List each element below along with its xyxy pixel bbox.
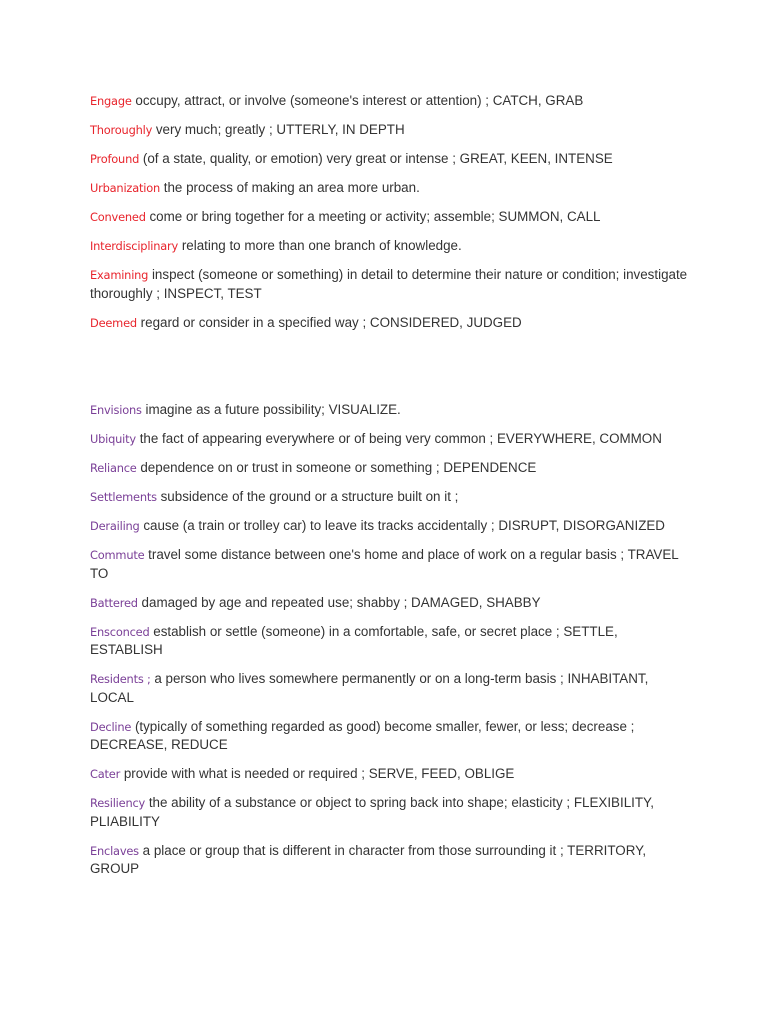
vocab-entry: [90, 517, 690, 536]
vocab-entry: [90, 401, 690, 420]
vocab-entry: [90, 546, 690, 583]
vocab-definition: occupy, attract, or involve (someone's interest or attention) ; CATCH, GRAB: [135, 93, 584, 108]
vocab-entry: [90, 765, 690, 784]
vocab-entry: [90, 842, 690, 879]
vocab-term: Battered: [90, 595, 138, 610]
vocab-definition: (typically of something regarded as good) become smaller, fewer, or less; decrease ; DECREASE, REDUCE: [90, 718, 635, 752]
vocab-term: Interdisciplinary: [90, 239, 179, 253]
vocab-entry: [90, 208, 690, 227]
vocab-definition: subsidence of the ground or a structure built on it ;: [160, 489, 459, 504]
vocab-definition: a person who lives somewhere permanently or on a long-term basis ; INHABITANT, LOCAL: [90, 671, 649, 705]
vocab-term: Settlements: [90, 490, 157, 504]
vocab-term: Enclaves: [90, 843, 139, 858]
vocab-term: Thoroughly: [90, 123, 153, 137]
vocab-term: Cater: [90, 767, 121, 781]
vocab-entry: [90, 430, 690, 449]
vocab-entry: [90, 237, 690, 256]
vocab-term: Engage: [90, 94, 132, 108]
vocab-definition: come or bring together for a meeting or activity; assemble; SUMMON, CALL: [149, 209, 601, 224]
vocab-term: Ensconced: [90, 624, 150, 639]
vocab-definition: cause (a train or trolley car) to leave its tracks accidentally ; DISRUPT, DISORGANIZED: [143, 518, 665, 533]
vocabulary-section-2: [90, 401, 690, 889]
vocab-definition: travel some distance between one's home and place of work on a regular basis ; TRAVEL TO: [90, 547, 679, 581]
vocab-definition: a place or group that is different in character from those surrounding it ; TERRITORY, GROUP: [90, 842, 647, 876]
vocab-term: Derailing: [90, 519, 140, 533]
vocab-entry: [90, 623, 690, 660]
vocab-definition: provide with what is needed or required ; SERVE, FEED, OBLIGE: [123, 766, 515, 781]
vocab-definition: establish or settle (someone) in a comfortable, safe, or secret place ; SETTLE, ESTABLISH: [90, 623, 618, 657]
vocab-definition: inspect (someone or something) in detail to determine their nature or condition; investigate thoroughly ; INSPECT, TEST: [90, 267, 688, 301]
vocab-term: Profound: [90, 152, 140, 166]
vocab-term: Deemed: [90, 315, 137, 330]
vocab-entry: [90, 670, 690, 707]
vocab-term: Decline: [90, 719, 132, 734]
vocab-definition: the ability of a substance or object to spring back into shape; elasticity ; FLEXIBILITY, PLIABILITY: [90, 795, 654, 829]
vocab-entry: [90, 718, 690, 755]
vocab-term: Ubiquity: [90, 432, 136, 446]
vocabulary-section-1: [90, 92, 690, 343]
vocab-definition: dependence on or trust in someone or something ; DEPENDENCE: [140, 460, 537, 475]
vocab-definition: relating to more than one branch of knowledge.: [181, 238, 462, 253]
vocab-entry: [90, 594, 690, 613]
vocab-entry: [90, 179, 690, 198]
vocab-definition: the fact of appearing everywhere or of being very common ; EVERYWHERE, COMMON: [139, 431, 662, 446]
vocab-definition: regard or consider in a specified way ; CONSIDERED, JUDGED: [140, 314, 522, 330]
vocab-entry: [90, 121, 690, 140]
vocab-entry: [90, 92, 690, 111]
vocab-term: Resiliency: [90, 796, 146, 810]
vocab-term: Envisions: [90, 403, 142, 417]
vocab-entry: [90, 794, 690, 831]
vocab-entry: [90, 314, 690, 333]
vocab-entry: [90, 459, 690, 478]
vocab-definition: very much; greatly ; UTTERLY, IN DEPTH: [155, 122, 405, 137]
vocab-entry: [90, 150, 690, 169]
vocab-term: Commute: [90, 548, 145, 562]
vocab-entry: [90, 266, 690, 303]
vocab-definition: the process of making an area more urban.: [163, 180, 420, 195]
vocab-entry: [90, 488, 690, 507]
vocab-term: Urbanization: [90, 181, 160, 195]
vocab-term: Examining: [90, 268, 149, 282]
vocab-term: Residents ;: [90, 672, 151, 686]
vocab-definition: imagine as a future possibility; VISUALIZE.: [145, 402, 401, 417]
vocab-definition: damaged by age and repeated use; shabby ; DAMAGED, SHABBY: [141, 594, 541, 610]
vocab-definition: (of a state, quality, or emotion) very great or intense ; GREAT, KEEN, INTENSE: [142, 151, 613, 166]
vocab-term: Reliance: [90, 461, 137, 475]
vocab-term: Convened: [90, 210, 146, 224]
